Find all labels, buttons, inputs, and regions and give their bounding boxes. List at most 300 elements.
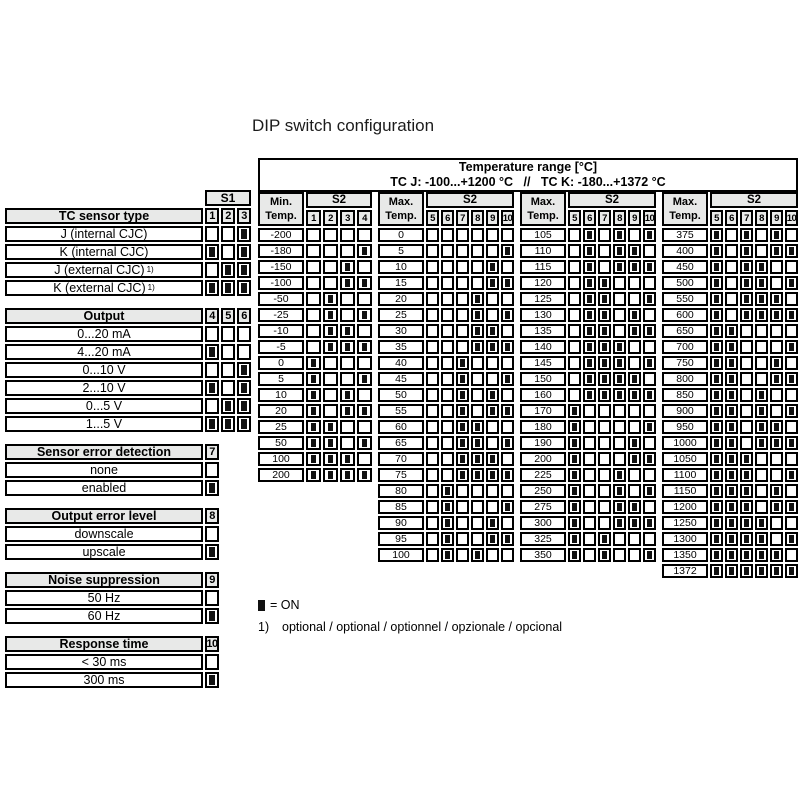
switch-cell <box>306 228 321 242</box>
switch-cell <box>613 292 626 306</box>
switch-cell <box>501 292 514 306</box>
switch-cell <box>785 260 798 274</box>
on-mark <box>744 551 749 559</box>
switch-cell <box>643 292 656 306</box>
switch-cell <box>740 452 753 466</box>
on-mark <box>587 263 592 271</box>
switch-cell <box>205 608 219 624</box>
switch-cell <box>486 228 499 242</box>
temp-value: 250 <box>520 484 566 498</box>
on-mark <box>445 519 450 527</box>
on-mark <box>587 231 592 239</box>
temp-col-header-line2: Temp. <box>385 210 417 222</box>
temp-value: 0 <box>378 228 424 242</box>
switch-cell <box>501 356 514 370</box>
switch-cell <box>486 516 499 530</box>
switch-cell <box>456 276 469 290</box>
switch-cell <box>628 340 641 354</box>
temp-value: 110 <box>520 244 566 258</box>
switch-cell <box>710 420 723 434</box>
switch-cell <box>643 500 656 514</box>
switch-cell <box>340 372 355 386</box>
switch-number: 6 <box>583 210 596 226</box>
switch-cell <box>456 404 469 418</box>
on-mark <box>714 503 719 511</box>
switch-cell <box>598 308 611 322</box>
switch-cell <box>583 340 596 354</box>
temp-group-header <box>662 192 798 226</box>
switch-cell <box>340 260 355 274</box>
switch-cell <box>643 372 656 386</box>
temp-row <box>520 324 656 338</box>
temp-row <box>520 436 656 450</box>
on-mark <box>225 283 231 293</box>
temp-value: 5 <box>378 244 424 258</box>
switch-cell <box>426 340 439 354</box>
temp-value: 950 <box>662 420 708 434</box>
temp-value: 25 <box>258 420 304 434</box>
temp-row <box>378 436 514 450</box>
switch-number: 8 <box>613 210 626 226</box>
on-mark <box>572 471 577 479</box>
on-mark <box>445 503 450 511</box>
temp-value: 85 <box>378 500 424 514</box>
temp-value: 50 <box>378 388 424 402</box>
temp-row <box>520 356 656 370</box>
switch-cell <box>501 244 514 258</box>
on-mark <box>714 455 719 463</box>
switch-cell <box>340 228 355 242</box>
switch-cell <box>568 404 581 418</box>
switch-bank-label: S2 <box>306 192 372 208</box>
switch-cell <box>205 226 219 242</box>
config-table-3 <box>5 444 251 496</box>
table-header-row <box>5 508 251 524</box>
switch-cell <box>583 420 596 434</box>
table-row <box>5 362 251 378</box>
switch-cell <box>471 548 484 562</box>
switch-cell <box>710 388 723 402</box>
switch-cell <box>486 548 499 562</box>
switch-number: 1 <box>205 208 219 224</box>
switch-cell <box>426 436 439 450</box>
on-mark <box>311 375 316 383</box>
temp-value: 750 <box>662 356 708 370</box>
on-mark <box>602 359 607 367</box>
switch-cell <box>598 420 611 434</box>
temp-row <box>378 468 514 482</box>
switch-cell <box>770 324 783 338</box>
switch-cell <box>628 356 641 370</box>
temp-value: 550 <box>662 292 708 306</box>
temp-row <box>520 500 656 514</box>
temp-value: 5 <box>258 372 304 386</box>
temp-row <box>378 276 514 290</box>
switch-cell <box>725 468 738 482</box>
temp-group-1 <box>258 192 372 484</box>
switch-cell <box>628 388 641 402</box>
switch-cell <box>323 388 338 402</box>
switch-cell <box>725 564 738 578</box>
on-mark <box>602 391 607 399</box>
on-mark <box>647 231 652 239</box>
switch-cell <box>598 244 611 258</box>
on-mark <box>505 535 510 543</box>
switch-cell <box>323 436 338 450</box>
switch-cell <box>205 262 219 278</box>
switch-cell <box>205 480 219 496</box>
switch-cell <box>205 462 219 478</box>
switch-cell <box>725 484 738 498</box>
switch-cell <box>357 388 372 402</box>
switch-cell <box>471 388 484 402</box>
switch-cell <box>486 356 499 370</box>
switch-cell <box>568 244 581 258</box>
table-row <box>5 480 251 496</box>
on-mark <box>759 407 764 415</box>
switch-cell <box>755 564 768 578</box>
on-mark <box>632 503 637 511</box>
table-row <box>5 526 251 542</box>
temp-value: -100 <box>258 276 304 290</box>
switch-cell <box>770 516 783 530</box>
switch-number: 2 <box>221 208 235 224</box>
on-mark <box>729 567 734 575</box>
switch-cell <box>456 244 469 258</box>
switch-cell <box>471 260 484 274</box>
temp-row <box>662 228 798 242</box>
temp-value: 1100 <box>662 468 708 482</box>
footnote-text: optional / optional / optionnel / opzionale / opcional <box>282 620 563 634</box>
switch-cell <box>710 260 723 274</box>
on-mark <box>714 391 719 399</box>
on-mark <box>572 407 577 415</box>
on-mark <box>490 391 495 399</box>
switch-cell <box>740 484 753 498</box>
temp-row <box>378 516 514 530</box>
switch-cell <box>471 244 484 258</box>
on-mark <box>209 483 215 493</box>
temp-col-header-line2: Temp. <box>669 210 701 222</box>
switch-cell <box>323 324 338 338</box>
switch-cell <box>770 356 783 370</box>
switch-cell <box>785 484 798 498</box>
switch-cell <box>740 468 753 482</box>
switch-cell <box>770 452 783 466</box>
switch-cell <box>725 372 738 386</box>
switch-cell <box>770 276 783 290</box>
switch-cell <box>340 452 355 466</box>
switch-cell <box>613 484 626 498</box>
switch-cell <box>340 308 355 322</box>
switch-cell <box>340 436 355 450</box>
temp-value: 170 <box>520 404 566 418</box>
temp-value: 0 <box>258 356 304 370</box>
switch-cell <box>323 372 338 386</box>
on-mark <box>774 359 779 367</box>
table-title: Sensor error detection <box>5 444 203 460</box>
switch-cell <box>486 532 499 546</box>
switch-cell <box>785 308 798 322</box>
switch-cell <box>710 228 723 242</box>
temp-row <box>258 228 372 242</box>
switch-cell <box>486 292 499 306</box>
temp-row <box>662 260 798 274</box>
switch-number: 9 <box>486 210 499 226</box>
switch-cell <box>221 362 235 378</box>
temp-row <box>378 228 514 242</box>
temp-row <box>378 500 514 514</box>
on-mark <box>345 263 350 271</box>
switch-cell <box>205 280 219 296</box>
config-table-5 <box>5 572 251 624</box>
on-mark <box>617 343 622 351</box>
switch-cell <box>598 292 611 306</box>
switch-cell <box>710 564 723 578</box>
temp-row <box>520 516 656 530</box>
on-mark <box>714 279 719 287</box>
switch-cell <box>785 404 798 418</box>
switch-cell <box>785 372 798 386</box>
on-mark <box>617 471 622 479</box>
on-mark <box>789 503 794 511</box>
temp-row <box>662 516 798 530</box>
on-mark <box>460 375 465 383</box>
temp-row <box>258 292 372 306</box>
switch-cell <box>306 324 321 338</box>
switch-cell <box>755 340 768 354</box>
on-mark <box>505 503 510 511</box>
switch-numbers-row <box>426 210 514 226</box>
on-mark <box>617 487 622 495</box>
on-mark <box>241 401 247 411</box>
on-mark <box>572 423 577 431</box>
on-mark <box>647 263 652 271</box>
temp-value: 200 <box>258 468 304 482</box>
switch-cell <box>340 468 355 482</box>
temp-value: 160 <box>520 388 566 402</box>
on-mark <box>714 423 719 431</box>
temp-value: 125 <box>520 292 566 306</box>
switch-cell <box>785 420 798 434</box>
switch-cell <box>643 516 656 530</box>
switch-number: 5 <box>568 210 581 226</box>
switch-cell <box>755 484 768 498</box>
switch-cell <box>628 468 641 482</box>
switch-cell <box>710 484 723 498</box>
on-mark <box>362 375 367 383</box>
temp-group-header <box>258 192 372 226</box>
on-mark <box>647 327 652 335</box>
temp-value: 60 <box>378 420 424 434</box>
temp-value: 20 <box>378 292 424 306</box>
switch-cell <box>441 548 454 562</box>
switch-cell <box>613 244 626 258</box>
switch-cell <box>426 548 439 562</box>
switch-cell <box>357 404 372 418</box>
switch-cell <box>785 356 798 370</box>
switch-cell <box>770 228 783 242</box>
switch-cell <box>357 468 372 482</box>
temp-row <box>662 420 798 434</box>
switch-cell <box>740 276 753 290</box>
switch-cell <box>628 452 641 466</box>
switch-cell <box>237 344 251 360</box>
temp-row <box>258 260 372 274</box>
config-table-2 <box>5 308 251 432</box>
on-mark <box>714 407 719 415</box>
switch-cell <box>323 308 338 322</box>
temp-col-header <box>520 192 566 226</box>
temp-row <box>258 356 372 370</box>
switch-cell <box>441 308 454 322</box>
switch-cell <box>710 468 723 482</box>
switch-cell <box>643 260 656 274</box>
switch-cell <box>441 484 454 498</box>
on-mark <box>225 419 231 429</box>
switch-number: 10 <box>785 210 798 226</box>
on-mark <box>632 263 637 271</box>
on-mark <box>617 359 622 367</box>
on-mark <box>759 423 764 431</box>
switch-cell <box>710 340 723 354</box>
switch-cell <box>221 244 235 260</box>
switch-cell <box>357 452 372 466</box>
on-mark <box>602 279 607 287</box>
temp-value: 105 <box>520 228 566 242</box>
switch-cell <box>583 388 596 402</box>
switch-bank-label: S2 <box>568 192 656 208</box>
switch-cell <box>583 372 596 386</box>
on-mark <box>647 519 652 527</box>
on-mark <box>209 547 215 557</box>
table-row <box>5 416 251 432</box>
on-mark <box>774 503 779 511</box>
switch-cell <box>501 516 514 530</box>
temp-value: 1372 <box>662 564 708 578</box>
switch-cell <box>486 484 499 498</box>
temp-row <box>258 436 372 450</box>
temp-col-header-line2: Temp. <box>265 210 297 222</box>
switch-cell <box>598 260 611 274</box>
on-mark <box>587 391 592 399</box>
on-mark <box>774 567 779 575</box>
switch-cell <box>456 548 469 562</box>
switch-cell <box>725 276 738 290</box>
on-mark <box>729 391 734 399</box>
switch-bank-row <box>5 190 251 206</box>
switch-cell <box>486 420 499 434</box>
switch-cell <box>643 420 656 434</box>
on-mark <box>311 455 316 463</box>
switch-cell <box>770 564 783 578</box>
temp-row <box>520 244 656 258</box>
switch-cell <box>237 280 251 296</box>
temp-value: -5 <box>258 340 304 354</box>
table-row <box>5 654 251 670</box>
switch-cell <box>340 420 355 434</box>
switch-cell <box>785 340 798 354</box>
switch-cell <box>785 388 798 402</box>
on-mark <box>744 503 749 511</box>
temp-row <box>662 548 798 562</box>
switch-cell <box>486 372 499 386</box>
on-mark <box>729 551 734 559</box>
switch-cell <box>441 228 454 242</box>
temp-value: 300 <box>520 516 566 530</box>
switch-cell <box>598 356 611 370</box>
switch-cell <box>598 548 611 562</box>
on-mark <box>714 551 719 559</box>
switch-cell <box>501 420 514 434</box>
switch-cell <box>755 500 768 514</box>
on-mark <box>759 519 764 527</box>
on-mark <box>475 455 480 463</box>
on-mark <box>632 455 637 463</box>
switch-cell <box>770 388 783 402</box>
temp-row <box>378 340 514 354</box>
temp-value: 135 <box>520 324 566 338</box>
on-mark <box>714 359 719 367</box>
switch-cell <box>740 228 753 242</box>
on-mark <box>209 247 215 257</box>
on-mark <box>744 263 749 271</box>
switch-cell <box>568 436 581 450</box>
on-mark <box>475 295 480 303</box>
on-mark <box>617 519 622 527</box>
on-mark <box>460 391 465 399</box>
switch-cell <box>323 228 338 242</box>
temp-value: 35 <box>378 340 424 354</box>
temp-row <box>662 276 798 290</box>
row-label: 1...5 V <box>5 416 203 432</box>
on-mark <box>475 551 480 559</box>
switch-cell <box>770 340 783 354</box>
switch-cell <box>237 398 251 414</box>
temp-value: 375 <box>662 228 708 242</box>
switch-cell <box>340 356 355 370</box>
switch-number: 10 <box>206 638 218 650</box>
switch-cell <box>755 532 768 546</box>
on-mark <box>714 439 719 447</box>
on-mark <box>490 279 495 287</box>
on-mark <box>632 391 637 399</box>
switch-cell <box>323 292 338 306</box>
switch-cell <box>456 468 469 482</box>
switch-cell <box>613 500 626 514</box>
switch-cell <box>710 324 723 338</box>
on-mark <box>744 231 749 239</box>
footnote-marker: 1) <box>258 620 270 634</box>
on-mark <box>225 265 231 275</box>
on-mark <box>475 327 480 335</box>
on-mark <box>789 567 794 575</box>
on-mark <box>729 455 734 463</box>
temp-row <box>258 340 372 354</box>
switch-cell <box>568 548 581 562</box>
on-mark <box>490 519 495 527</box>
switch-cell <box>426 452 439 466</box>
switch-cell <box>340 292 355 306</box>
switch-cell <box>426 484 439 498</box>
switch-cell <box>471 292 484 306</box>
switch-number: 9 <box>205 572 219 588</box>
switch-cell <box>323 244 338 258</box>
switch-cell <box>221 398 235 414</box>
row-label: < 30 ms <box>5 654 203 670</box>
switch-cell <box>613 452 626 466</box>
table-row <box>5 380 251 396</box>
